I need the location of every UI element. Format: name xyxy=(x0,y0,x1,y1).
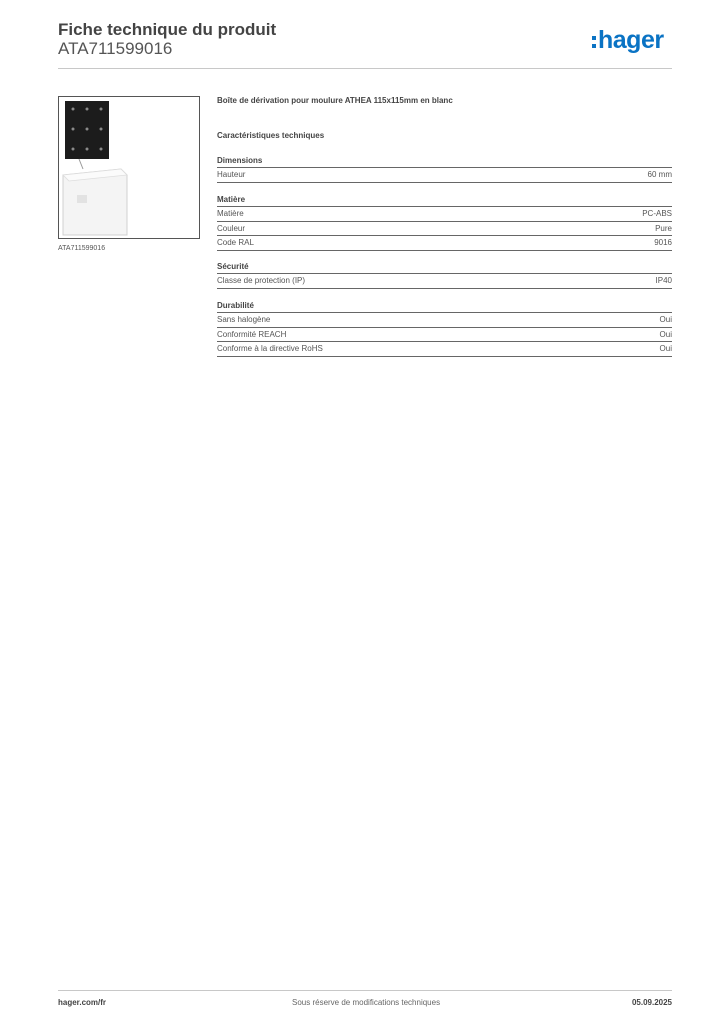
section-securite xyxy=(217,261,672,289)
footer-date: 05.09.2025 xyxy=(631,998,672,1007)
image-caption: ATA711599016 xyxy=(58,245,106,252)
section-durabilite xyxy=(217,300,672,357)
spec-value: Oui xyxy=(659,315,672,324)
logo-colon-icon xyxy=(592,36,596,48)
spec-row xyxy=(217,168,672,183)
spec-value: 9016 xyxy=(654,238,672,247)
spec-label: Conforme à la directive RoHS xyxy=(217,344,323,353)
spec-label: Conformité REACH xyxy=(217,329,287,339)
footer-website-link[interactable]: hager.com/fr xyxy=(58,998,107,1007)
spec-row xyxy=(217,342,672,357)
junction-box-illustration xyxy=(59,97,199,238)
spec-label: Classe de protection (IP) xyxy=(217,276,306,285)
spec-label: Couleur xyxy=(217,223,246,233)
cable xyxy=(79,159,83,169)
spec-label: Hauteur xyxy=(217,170,246,179)
hager-logo xyxy=(592,26,664,54)
spec-row xyxy=(217,274,672,289)
product-image xyxy=(58,96,200,239)
product-description: Boîte de dérivation pour moulure ATHEA 115x115mm en blanc xyxy=(217,96,453,105)
spec-row xyxy=(217,222,672,237)
spec-value: 60 mm xyxy=(647,170,672,179)
spec-row xyxy=(217,236,672,251)
footer-divider xyxy=(58,990,672,991)
spec-value: PC-ABS xyxy=(642,209,672,218)
logo-text: hager xyxy=(598,26,664,54)
spec-value: Oui xyxy=(659,329,672,339)
section-title: Sécurité xyxy=(217,261,672,274)
page-title: Fiche technique du produit xyxy=(58,20,277,39)
spec-value: Pure xyxy=(655,223,672,233)
white-box-detail xyxy=(77,195,87,203)
product-code: ATA711599016 xyxy=(58,39,173,58)
footer-disclaimer: Sous réserve de modifications techniques xyxy=(292,998,441,1007)
spec-label: Matière xyxy=(217,209,244,218)
section-matiere xyxy=(217,194,672,251)
section-dimensions xyxy=(217,155,672,183)
spec-row xyxy=(217,313,672,328)
spec-label: Sans halogène xyxy=(217,315,271,324)
section-title: Matière xyxy=(217,194,672,207)
spec-row xyxy=(217,328,672,343)
spec-value: Oui xyxy=(659,344,672,353)
characteristics-title: Caractéristiques techniques xyxy=(217,131,325,140)
section-title: Dimensions xyxy=(217,155,672,168)
section-title: Durabilité xyxy=(217,300,672,313)
spec-value: IP40 xyxy=(655,276,672,285)
spec-row xyxy=(217,207,672,222)
header-divider xyxy=(58,68,672,69)
spec-label: Code RAL xyxy=(217,238,254,247)
